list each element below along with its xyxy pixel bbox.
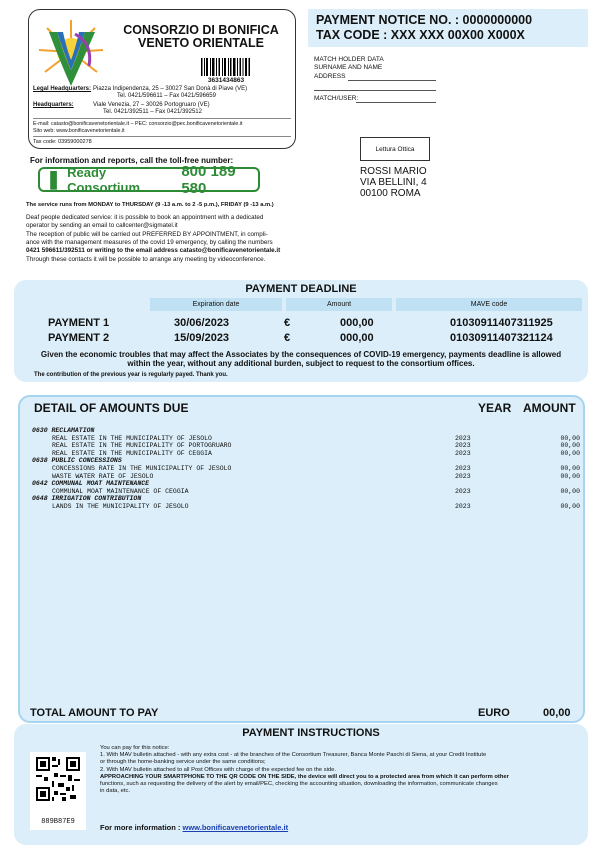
payment-1-amount: 000,00 — [340, 317, 374, 329]
payment-2-amount: 000,00 — [340, 332, 374, 344]
toll-free-banner[interactable] — [38, 162, 260, 197]
year-header: YEAR — [478, 401, 512, 415]
expiration-header: Expiration date — [150, 298, 282, 311]
optical-reading-box: Lettura Ottica — [360, 137, 430, 161]
covid-note — [14, 350, 588, 368]
item-amount: 00,00 — [560, 502, 580, 510]
item-amount: 00,00 — [560, 487, 580, 495]
covid-note-line2: within the year, without any additional burden, subject to request to the consortium offices. — [127, 359, 475, 368]
reception-line3: 0421 596611/392511 or writing to the email address catasto@bonificavenetorientale.it — [26, 247, 281, 254]
payment-1-date: 30/06/2023 — [174, 317, 230, 329]
deaf-line2: operator by sending an email to callcenter@sigmatel.it — [26, 222, 178, 229]
list-item — [32, 488, 580, 496]
contribution-note: The contribution of the previous year is regularly payed. Thank you. — [34, 372, 228, 378]
item-amount: 00,00 — [560, 434, 580, 442]
qr-code-text: 889B87E9 — [41, 818, 75, 826]
match-user-label: MATCH/USER: — [314, 95, 359, 102]
instructions-title: PAYMENT INSTRUCTIONS — [242, 727, 380, 739]
item-year: 2023 — [455, 487, 471, 495]
website-link[interactable]: www.bonificavenetorientale.it — [182, 823, 289, 832]
instructions-text — [100, 745, 580, 795]
barcode — [201, 58, 251, 76]
list-item — [32, 450, 580, 458]
qr-instructions-line2: functions, such as requesting the delivery of the alert by email/PEC, checking the accounting situation, downloading the information, communicate changes — [100, 781, 498, 788]
info-title: For information and reports, call the toll-free number: — [30, 156, 234, 165]
item-year: 2023 — [455, 434, 471, 442]
tax-code-line: Tax code: 03959000278 — [33, 139, 92, 145]
item-description: CONCESSIONS RATE IN THE MUNICIPALITY OF JESOLO — [52, 464, 232, 472]
instructions-line1b: or through the home-banking service under the same conditions; — [100, 759, 266, 766]
ready-label: Ready Consortium — [67, 164, 141, 195]
item-description: COMMUNAL MOAT MAINTENANCE OF CEGGIA — [52, 487, 189, 495]
instructions-line1a: 1. With MAV bulletin attached - with any extra cost - at the branches of the Consortium Treasurer, Banca Monte Paschi di Siena, at your Credit Institute — [100, 752, 487, 759]
item-year: 2023 — [455, 464, 471, 472]
legal-hq-line2: Tel. 0421/596611 – Fax 0421/596659 — [117, 93, 216, 99]
service-hours: The service runs from MONDAY to THURSDAY (9 -13 a.m. to 2 -5 p.m.), FRIDAY (9 -13 a.m.) — [26, 202, 274, 208]
qr-code-icon[interactable] — [36, 757, 80, 801]
instructions-intro: You can pay for this notice: — [100, 745, 170, 751]
legal-hq-label-text: Legal Headquarters: — [33, 86, 92, 92]
covid-note-line1: Given the economic troubles that may affect the Associates by the consequences of COVID-19 emergency, payments deadline is allowed — [40, 350, 562, 359]
address-label: ADDRESS — [314, 73, 346, 80]
payment-2-mave-code: 01030911407321124 — [450, 332, 553, 344]
hq-line1: Viale Venezia, 27 – 30026 Portogruaro (VE) — [93, 102, 210, 108]
list-item — [32, 503, 580, 511]
group-title: 0638 PUBLIC CONCESSIONS — [32, 457, 122, 465]
group-title: 0648 IRRIGATION CONTRIBUTION — [32, 495, 142, 503]
payment-2-label: PAYMENT 2 — [48, 332, 110, 344]
payment-notice-number: PAYMENT NOTICE NO. : 0000000000 — [316, 13, 533, 27]
list-item — [32, 473, 580, 481]
address-underline — [348, 80, 436, 81]
addressee-city: 00100 ROMA — [360, 188, 421, 199]
org-name — [111, 24, 291, 50]
more-info — [100, 823, 288, 832]
item-description: REAL ESTATE IN THE MUNICIPALITY OF PORTOGRUARO — [52, 442, 232, 450]
item-description: REAL ESTATE IN THE MUNICIPALITY OF JESOLO — [52, 434, 212, 442]
addressee-name: ROSSI MARIO — [360, 166, 427, 177]
mave-header: MAVE code — [396, 298, 582, 311]
list-item — [32, 435, 580, 443]
barcode-number: 3631434863 — [207, 77, 245, 84]
item-amount: 00,00 — [560, 464, 580, 472]
legal-hq-label — [33, 86, 91, 93]
addressee-street: VIA BELLINI, 4 — [360, 177, 427, 188]
address-underline — [314, 90, 436, 91]
deaf-line1: Deaf people dedicated service: it is possible to book an appointment with a dedicated — [26, 214, 264, 221]
qr-instructions-line1: APPROACHING YOUR SMARTPHONE TO THE QR CODE ON THE SIDE, the device will direct you to a protected area from which it can perform other — [100, 773, 509, 780]
item-year: 2023 — [455, 442, 471, 450]
payment-1-label: PAYMENT 1 — [48, 317, 110, 329]
org-name-line1: CONSORZIO DI BONIFICA — [123, 23, 279, 37]
org-name-line2: VENETO ORIENTALE — [138, 36, 264, 50]
group-title: 0642 COMMUNAL MOAT MAINTENANCE — [32, 480, 150, 488]
more-info-label: For more information : — [100, 823, 181, 832]
amount-column-header: AMOUNT — [523, 401, 576, 415]
web-line: Sito web: www.bonificavenetorientale.it — [33, 128, 125, 134]
payment-2-currency: € — [284, 332, 291, 344]
item-amount: 00,00 — [560, 472, 580, 480]
total-label: TOTAL AMOUNT TO PAY — [30, 707, 159, 719]
item-year: 2023 — [455, 449, 471, 457]
payment-1-mave-code: 01030911407311925 — [450, 317, 553, 329]
detail-title: DETAIL OF AMOUNTS DUE — [34, 401, 189, 415]
surname-label: SURNAME AND NAME — [314, 64, 383, 71]
organization-card — [28, 9, 296, 149]
reception-line1: The reception of public will be carried out PREFERRED BY APPOINTMENT, in compli- — [26, 231, 268, 238]
legal-hq-line1: Piazza Indipendenza, 25 – 30027 San Donà di Piave (VE) — [93, 86, 248, 92]
amounts-list — [32, 427, 580, 511]
divider — [33, 118, 291, 119]
email-line: E-mail: catasto@bonificavenetorientale.it – PEC: consorzio@pec.bonificavenetorientale.it — [33, 121, 243, 127]
amounts-detail-panel — [18, 395, 585, 723]
reception-line4: Through these contacts it will be possible to arrange any meeting by videoconference. — [26, 256, 266, 263]
hq-line2: Tel. 0421/392511 – Fax 0421/392512 — [103, 109, 202, 115]
tax-code: TAX CODE : XXX XXX 00X00 X000X — [316, 28, 525, 42]
item-description: LANDS IN THE MUNICIPALITY OF JESOLO — [52, 502, 189, 510]
list-item — [32, 442, 580, 450]
toll-free-number: 800 189 580 — [181, 162, 236, 197]
user-underline — [356, 102, 436, 103]
instructions-line2: 2. With MAV bulletin attached to all Post Offices with charge of the expected fee on the side. — [100, 766, 336, 773]
phone-icon: ❚ — [46, 169, 62, 189]
payment-2-date: 15/09/2023 — [174, 332, 230, 344]
group-title: 0630 RECLAMATION — [32, 427, 95, 434]
item-description: REAL ESTATE IN THE MUNICIPALITY OF CEGGIA — [52, 449, 212, 457]
list-item — [32, 465, 580, 473]
item-amount: 00,00 — [560, 449, 580, 457]
total-currency: EURO — [478, 707, 510, 719]
total-amount: 00,00 — [543, 707, 571, 719]
item-year: 2023 — [455, 472, 471, 480]
payment-notice-box — [308, 9, 588, 47]
match-holder-label: MATCH HOLDER DATA — [314, 56, 384, 63]
hq-label — [33, 102, 74, 109]
hq-label-text: Headquarters: — [33, 102, 74, 108]
payment-deadline-panel — [14, 280, 588, 382]
qr-instructions-line3: in data, etc. — [100, 788, 130, 795]
item-year: 2023 — [455, 502, 471, 510]
amount-header: Amount — [286, 298, 392, 311]
divider — [33, 136, 291, 137]
deadline-title: PAYMENT DEADLINE — [245, 283, 357, 295]
reception-line2: ance with the management measures of the covid 19 emergency, by calling the numbers — [26, 239, 273, 246]
item-description: WASTE WATER RATE OF JESOLO — [52, 472, 154, 480]
item-amount: 00,00 — [560, 442, 580, 450]
consortium-logo — [35, 14, 107, 92]
payment-1-currency: € — [284, 317, 291, 329]
addressee-block — [360, 166, 427, 199]
